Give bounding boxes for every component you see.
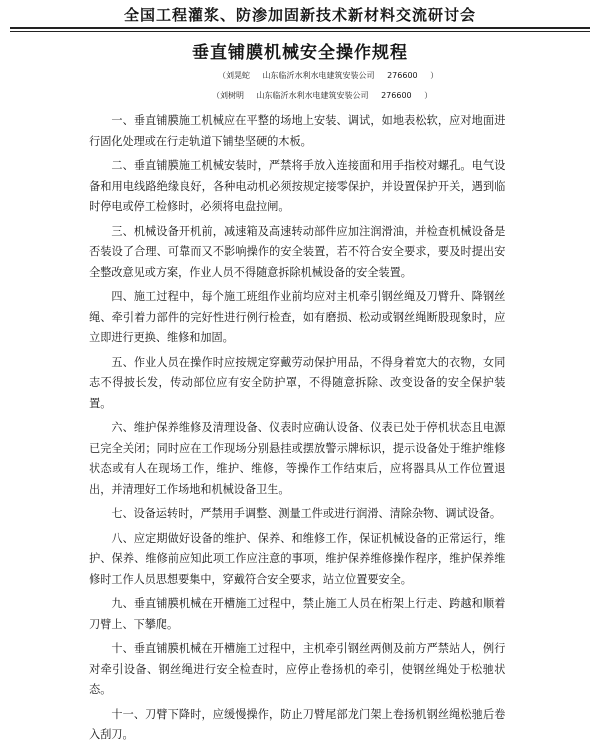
paragraph-9: 九、垂直铺膜机械在开槽施工过程中，禁止施工人员在桁架上行走、跨越和顺着刀臂上、下攀爬。 <box>89 596 506 631</box>
author-line <box>218 70 448 81</box>
paragraph-6: 六、维护保养维修及清理设备、仪表时应确认设备、仪表已处于停机状态且电源已完全关闭；同时应在工作现场分别悬挂或摆放警示牌标识，提示设备处于维护维修状态或有人在现场工作，维护、维修，等操作工作结束后，应将器具从工作位置退出，并清理好工作场地和机械设备卫生。 <box>89 420 506 496</box>
author-line <box>212 90 442 101</box>
author-name: （刘晃蛇 <box>218 71 250 80</box>
author-name: （刘树明 <box>212 91 244 100</box>
paragraph-4: 四、施工过程中，每个施工班组作业前均应对主机牵引钢丝绳及刀臂升、降钢丝绳、牵引着力部件的完好性进行例行检查，如有磨损、松动或钢丝绳断股现象时，应立即进行更换、维修和加固。 <box>89 289 506 344</box>
running-header: 全国工程灌浆、防渗加固新技术新材料交流研讨会 <box>123 6 476 24</box>
article-title: 垂直铺膜机械安全操作规程 <box>192 43 408 63</box>
paragraph-7: 七、设备运转时，严禁用手调整、测量工件或进行润滑、清除杂物、调试设备。 <box>111 506 501 520</box>
author-close: ） <box>424 91 433 100</box>
author-affiliation: 山东临沂水利水电建筑安装公司 <box>256 91 369 100</box>
article-body <box>89 110 505 749</box>
paragraph-3: 三、机械设备开机前，减速箱及高速转动部件应加注润滑油，并检查机械设备是否装设了合理、可靠而又不影响操作的安全装置，若不符合安全要求，要及时提出安全整改意见或方案，作业人员不得随意拆除机械设备的安全装置。 <box>89 223 506 279</box>
paragraph-11: 十一、刀臂下降时，应缓慢操作，防止刀臂尾部龙门架上卷扬机钢丝绳松驰后卷入刮刀。 <box>89 706 506 741</box>
paragraph-5: 五、作业人员在操作时应按规定穿戴劳动保护用品，不得身着宽大的衣物，女同志不得披长发，传动部位应有安全防护罩，不得随意拆除、改变设备的安全保护装置。 <box>89 354 506 410</box>
author-postcode: 276600 <box>381 91 412 100</box>
paragraph-1: 一、垂直铺膜施工机械应在平整的场地上安装、调试，如地表松软，应对地面进行固化处理或在行走轨道下铺垫坚硬的木板。 <box>89 113 506 148</box>
author-affiliation: 山东临沂水利水电建筑安装公司 <box>262 71 375 80</box>
header-rule <box>10 27 590 32</box>
author-postcode: 276600 <box>387 71 418 80</box>
paragraph-10: 十、垂直铺膜机械在开槽施工过程中，主机牵引钢丝两侧及前方严禁站人，例行对牵引设备、钢丝绳进行安全检查时，应停止卷扬机的牵引，使钢丝绳处于松驰状态。 <box>89 641 506 696</box>
author-close: ） <box>430 71 439 80</box>
paragraph-8: 八、应定期做好设备的维护、保养、和维修工作，保证机械设备的正常运行，维护、保养、维修前应知此项工作应注意的事项，维护保养维修操作程序，维护保养维修时工作人员思想要集中，穿戴符合安全要求，站立位置要安全。 <box>89 530 506 586</box>
paragraph-2: 二、垂直铺膜施工机械安装时，严禁将手放入连接面和用手指校对螺孔。电气设备和用电线路绝缘良好，各种电动机必须按规定接零保护，并设置保护开关，遇到临时停电或停工检修时，必须将电盘拉闸。 <box>89 158 506 213</box>
